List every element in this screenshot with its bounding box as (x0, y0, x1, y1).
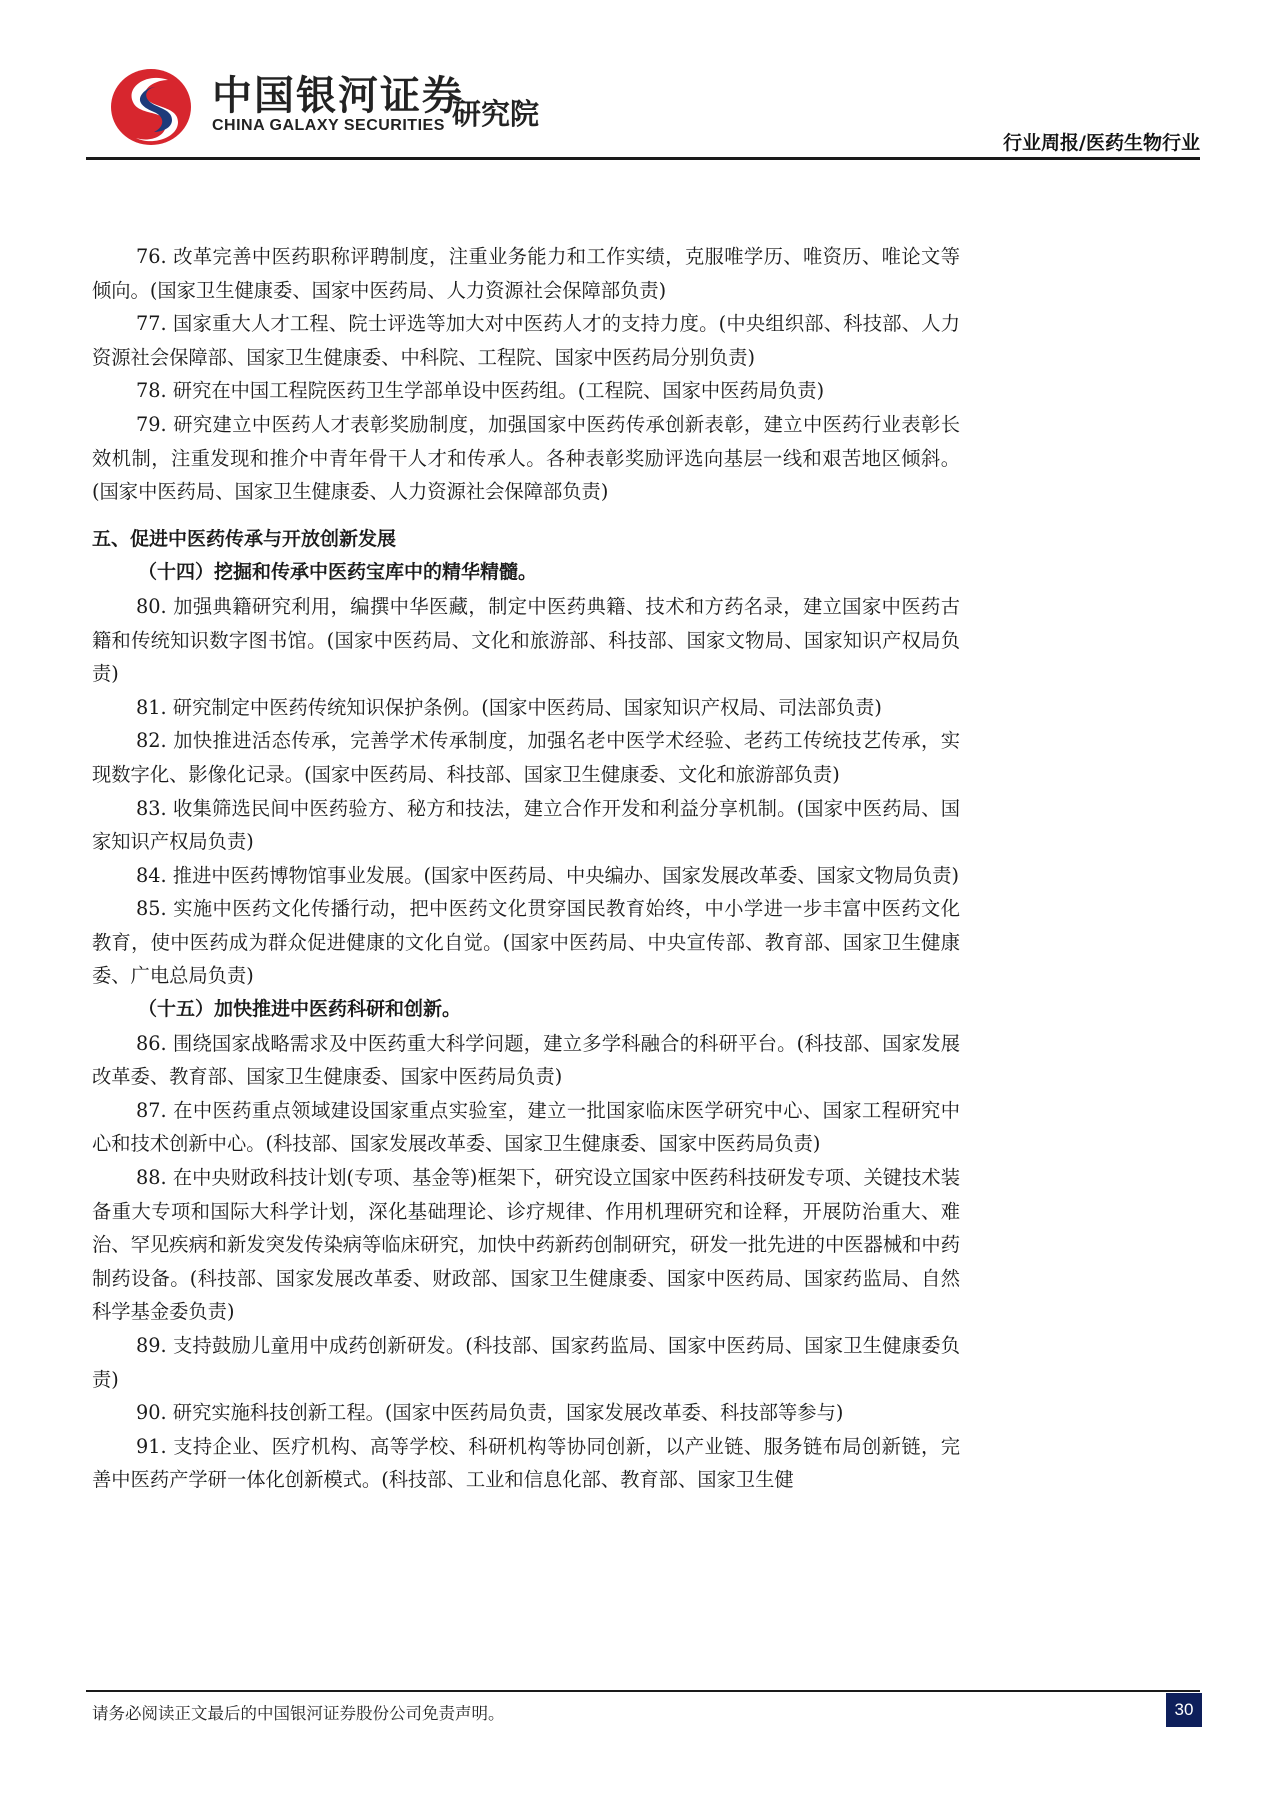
document-body (92, 240, 960, 1497)
paragraph: 83. 收集筛选民间中医药验方、秘方和技法，建立合作开发和利益分享机制。(国家中医药局、国家知识产权局负责) (92, 796, 960, 854)
paragraph: 90. 研究实施科技创新工程。(国家中医药局负责，国家发展改革委、科技部等参与) (136, 1401, 844, 1425)
brand-name-cn: 中国银河证券 (212, 73, 464, 119)
paragraph: 82. 加快推进活态传承，完善学术传承制度，加强名老中医学术经验、老药工传统技艺传承，实现数字化、影像化记录。(国家中医药局、科技部、国家卫生健康委、文化和旅游部负责) (92, 729, 960, 786)
page-header (0, 0, 1280, 160)
page-number-badge: 30 (1166, 1693, 1202, 1727)
paragraph: 78. 研究在中国工程院医药卫生学部单设中医药组。(工程院、国家中医药局负责) (136, 379, 825, 403)
paragraph: 89. 支持鼓励儿童用中成药创新研发。(科技部、国家药监局、国家中医药局、国家卫生健康委负责) (92, 1334, 960, 1391)
paragraph: 91. 支持企业、医疗机构、高等学校、科研机构等协同创新，以产业链、服务链布局创新链，完善中医药产学研一体化创新模式。(科技部、工业和信息化部、教育部、国家卫生健 (92, 1434, 960, 1492)
paragraph: 84. 推进中医药博物馆事业发展。(国家中医药局、中央编办、国家发展改革委、国家文物局负责) (136, 863, 960, 887)
header-divider (86, 157, 1200, 160)
paragraph: 80. 加强典籍研究利用，编撰中华医藏，制定中医药典籍、技术和方药名录，建立国家中医药古籍和传统知识数字图书馆。(国家中医药局、文化和旅游部、科技部、国家文物局、国家知识产权局负责) (92, 594, 960, 686)
subsection-heading: （十四）挖掘和传承中医药宝库中的精华精髓。 (138, 561, 538, 584)
brand-subtitle: 研究院 (452, 97, 540, 131)
paragraph: 77. 国家重大人才工程、院士评选等加大对中医药人才的支持力度。(中央组织部、科技部、人力资源社会保障部、国家卫生健康委、中科院、工程院、国家中医药局分别负责) (92, 312, 960, 369)
paragraph: 81. 研究制定中医药传统知识保护条例。(国家中医药局、国家知识产权局、司法部负责) (136, 695, 882, 719)
brand-name-en: CHINA GALAXY SECURITIES (212, 117, 445, 134)
paragraph: 79. 研究建立中医药人才表彰奖励制度，加强国家中医药传承创新表彰，建立中医药行业表彰长效机制，注重发现和推介中青年骨干人才和传承人。各种表彰奖励评选向基层一线和艰苦地区倾斜。(国家中医药局、国家卫生健康委、人力资源社会保障部负责) (92, 412, 960, 504)
disclaimer-text: 请务必阅读正文最后的中国银河证券股份公司免责声明。 (92, 1704, 505, 1723)
paragraph: 87. 在中医药重点领域建设国家重点实验室，建立一批国家临床医学研究中心、国家工程研究中心和技术创新中心。(科技部、国家发展改革委、国家卫生健康委、国家中医药局负责) (92, 1098, 960, 1156)
paragraph: 86. 围绕国家战略需求及中医药重大科学问题，建立多学科融合的科研平台。(科技部、国家发展改革委、教育部、国家卫生健康委、国家中医药局负责) (92, 1031, 960, 1089)
paragraph: 76. 改革完善中医药职称评聘制度，注重业务能力和工作实绩，克服唯学历、唯资历、唯论文等倾向。(国家卫生健康委、国家中医药局、人力资源社会保障部负责) (92, 245, 960, 302)
footer-divider (86, 1690, 1200, 1692)
galaxy-logo-icon (108, 66, 194, 148)
section-heading: 五、促进中医药传承与开放创新发展 (92, 527, 397, 550)
paragraph: 85. 实施中医药文化传播行动，把中医药文化贯穿国民教育始终，中小学进一步丰富中医药文化教育，使中医药成为群众促进健康的文化自觉。(国家中医药局、中央宣传部、教育部、国家卫生健康委、广电总局负责) (92, 897, 960, 988)
paragraph: 88. 在中央财政科技计划(专项、基金等)框架下，研究设立国家中医药科技研发专项、关键技术装备重大专项和国际大科学计划，深化基础理论、诊疗规律、作用机理研究和诠释，开展防治重大、难治、罕见疾病和新发突发传染病等临床研究，加快中药新药创制研究，研发一批先进的中医器械和中药制药设备。(科技部、国家发展改革委、财政部、国家卫生健康委、国家中医药局、国家药监局、自然科学基金委负责) (92, 1166, 960, 1324)
report-type: 行业周报/医药生物行业 (1003, 132, 1200, 154)
subsection-heading: （十五）加快推进中医药科研和创新。 (138, 998, 462, 1021)
